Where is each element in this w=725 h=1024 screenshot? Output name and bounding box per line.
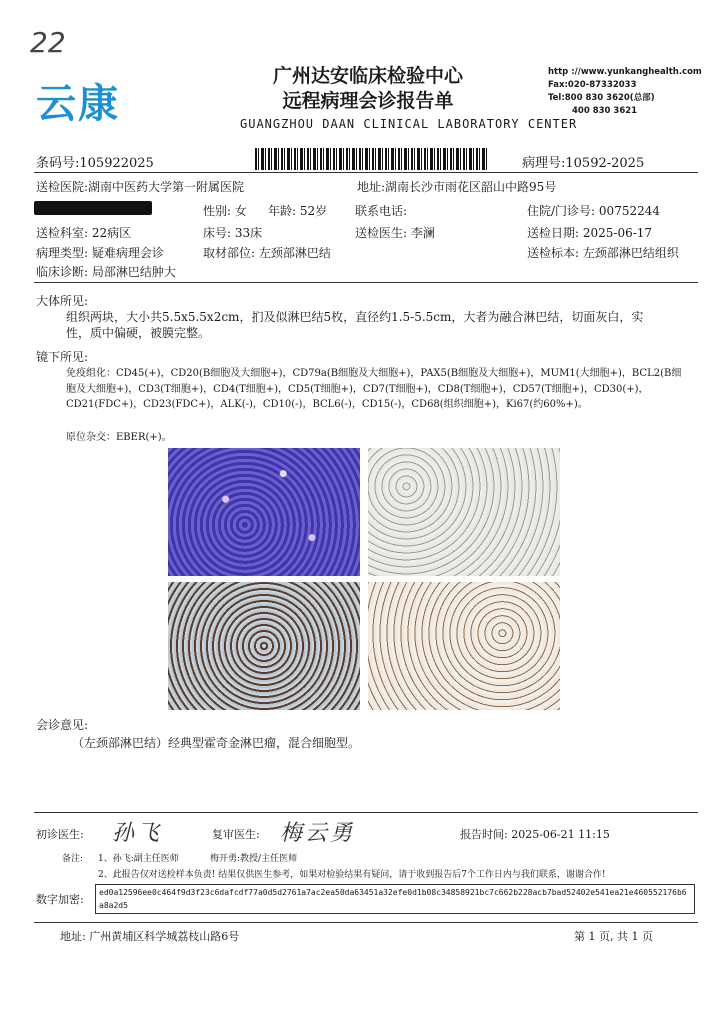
address-field — [357, 178, 556, 195]
inpatient-label: 住院/门诊号: — [527, 204, 596, 218]
age-label: 年龄: — [268, 204, 297, 218]
pathology-value: 10592-2025 — [565, 156, 645, 171]
report-title — [238, 64, 498, 114]
opinion-text: （左颈部淋巴结）经典型霍奇金淋巴瘤，混合细胞型。 — [72, 736, 361, 750]
divider — [34, 922, 698, 923]
site-value: 左颈部淋巴结 — [258, 246, 331, 260]
phone-field — [355, 202, 407, 219]
he-stain-image — [168, 448, 360, 576]
hospital-value: 湖南中医药大学第一附属医院 — [88, 180, 245, 194]
pathology-number — [522, 152, 644, 171]
title-line-2: 远程病理会诊报告单 — [282, 90, 454, 112]
contact-block — [548, 66, 702, 118]
remark-1: 1、孙飞:副主任医师 — [98, 854, 179, 864]
bed-label: 床号: — [203, 226, 232, 240]
pathology-label: 病理号: — [522, 156, 566, 171]
contact-web: http ://www.yunkanghealth.com — [548, 67, 702, 77]
diagnosis-field — [36, 263, 176, 280]
hospital-label: 送检医院: — [36, 180, 89, 194]
ihc-image-3 — [168, 582, 360, 710]
english-title: GUANGZHOU DAAN CLINICAL LABORATORY CENTER — [240, 117, 578, 131]
inpatient-value: 00752244 — [598, 204, 660, 218]
cipher-label: 数字加密: — [36, 893, 84, 906]
dept-label: 送检科室: — [36, 226, 89, 240]
dept-value: 22病区 — [91, 226, 132, 240]
lab-address-value: 广州黄埔区科学城荔枝山路6号 — [89, 930, 240, 943]
report-time-value: 2025-06-21 11:15 — [511, 828, 610, 841]
barcode-image — [255, 148, 487, 170]
micro-heading: 镜下所见: — [36, 350, 89, 364]
type-value: 疑难病理会诊 — [91, 246, 164, 260]
page-indicator: 第 1 页, 共 1 页 — [574, 930, 653, 943]
bed-field — [203, 224, 262, 241]
opinion-heading: 会诊意见: — [36, 718, 89, 732]
date-field — [527, 224, 652, 241]
hospital-field — [36, 178, 244, 195]
report-time — [460, 826, 610, 842]
ihc-text: 免疫组化：CD45(+)，CD20(B细胞及大细胞+)，CD79a(B细胞及大细胞+)，PAX5(B细胞及大细胞+)，MUM1(大细胞+)，BCL2(B细胞及大细胞+)，CD3(T细胞+)，CD4(T细胞+)，CD5(T细胞+)，CD7(T细胞+)，CD8(T细胞+)，CD57(T细胞+)，CD30(+)，CD21(FDC+)，CD23(FDC+)，ALK(-)，CD10(-)，BCL6(-)，CD15(-)，CD68(组织细胞+)，Ki67(约60%+)。 — [66, 368, 682, 410]
divider — [34, 812, 698, 813]
bed-value: 33床 — [234, 226, 263, 240]
address-label: 地址: — [357, 180, 386, 194]
lab-address — [60, 928, 239, 944]
doctor-value: 李澜 — [410, 226, 435, 240]
sex-label: 性别: — [203, 204, 232, 218]
report-time-label: 报告时间: — [460, 828, 508, 841]
date-value: 2025-06-17 — [582, 226, 653, 240]
lab-address-label: 地址: — [60, 930, 86, 943]
type-field — [36, 244, 164, 261]
gross-heading: 大体所见: — [36, 294, 89, 308]
sex-value: 女 — [234, 204, 247, 218]
doctor-field — [355, 224, 435, 241]
contact-tel-2: 400 830 3621 — [572, 106, 638, 116]
review-doctor-signature: 梅云勇 — [280, 821, 356, 846]
remark-2: 2、此报告仅对送检样本负责! 结果仅供医生参考，如果对检验结果有疑问，请于收到报告后7个工作日内与我们联系，谢谢合作! — [98, 870, 606, 880]
divider — [34, 282, 698, 283]
type-label: 病理类型: — [36, 246, 89, 260]
ihc-image-4 — [368, 582, 560, 710]
site-field — [203, 244, 331, 261]
ish-text: 原位杂交：EBER(+)。 — [66, 432, 172, 443]
barcode-number — [36, 152, 154, 171]
first-doctor-signature: 孙飞 — [112, 821, 163, 846]
age-field — [268, 202, 327, 219]
ihc-image-2 — [368, 448, 560, 576]
date-label: 送检日期: — [527, 226, 580, 240]
review-doctor-label: 复审医生: — [212, 828, 260, 841]
cipher-box: ed0a12596ee0c464f9d3f23c6dafcdf77a0d5d2761a7ac2ea50da63451a32efe0d1b08c34858921bc7c662b228acb7bad52402e541ea21e460552176b6a8a2d5 — [95, 884, 695, 914]
remark-label: 备注: — [62, 854, 84, 864]
inpatient-field — [527, 202, 660, 219]
age-value: 52岁 — [299, 204, 328, 218]
barcode-value: 105922025 — [79, 156, 154, 171]
specimen-field — [527, 244, 679, 261]
remark-1b: 梅开勇:教授/主任医师 — [210, 854, 298, 864]
specimen-label: 送检标本: — [527, 246, 580, 260]
dept-field — [36, 224, 131, 241]
doctor-label: 送检医生: — [355, 226, 408, 240]
address-value: 湖南长沙市雨花区韶山中路95号 — [385, 180, 557, 194]
specimen-value: 左颈部淋巴结组织 — [582, 246, 679, 260]
handwritten-number: 22 — [30, 26, 66, 59]
barcode-label: 条码号: — [36, 156, 80, 171]
contact-fax: Fax:020-87332033 — [548, 80, 637, 90]
site-label: 取材部位: — [203, 246, 256, 260]
gross-text: 组织两块，大小共5.5x5.5x2cm，扪及似淋巴结5枚，直径约1.5-5.5cm，大者为融合淋巴结，切面灰白，实性，质中偏硬，被膜完整。 — [66, 310, 644, 340]
diagnosis-value: 局部淋巴结肿大 — [91, 265, 176, 279]
contact-tel: Tel:800 830 3620(总部) — [548, 93, 655, 103]
redacted-name — [34, 201, 152, 215]
diagnosis-label: 临床诊断: — [36, 265, 89, 279]
first-doctor-label: 初诊医生: — [36, 828, 84, 841]
phone-label: 联系电话: — [355, 204, 408, 218]
title-line-1: 广州达安临床检验中心 — [272, 65, 463, 87]
company-logo: 云康 — [36, 81, 120, 127]
divider — [34, 172, 698, 173]
sex-field — [203, 202, 247, 219]
